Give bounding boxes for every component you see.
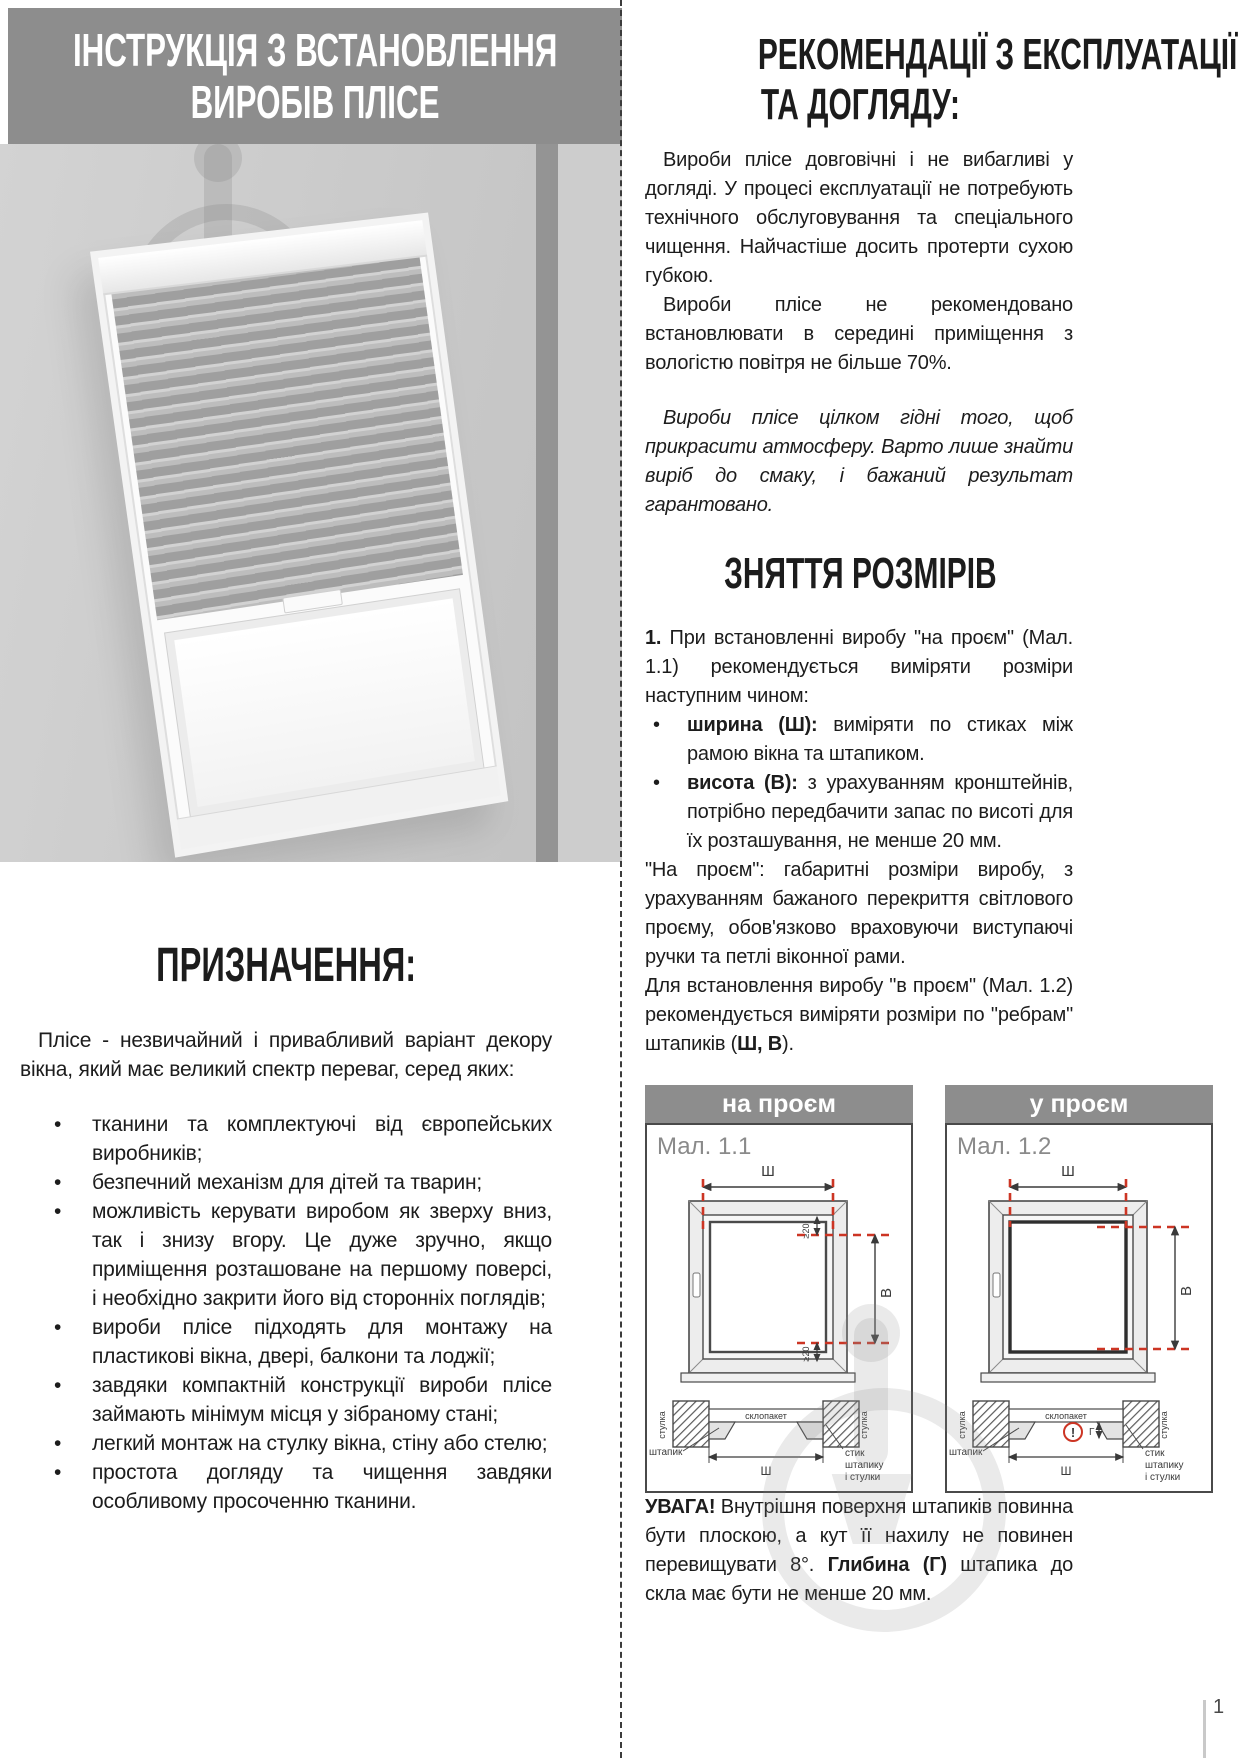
- page-number: 1: [1213, 1696, 1225, 1718]
- svg-text:стик: стик: [845, 1448, 865, 1459]
- svg-text:≥20: ≥20: [801, 1346, 811, 1362]
- list-item: • простота догляду та чищення завдяки особливому просоченню тканини.: [20, 1458, 552, 1516]
- svg-text:стулка: стулка: [657, 1411, 667, 1439]
- care-paragraph-2: Вироби плісе не рекомендовано встановлювати в середині приміщення з вологістю повітря не більше 70%.: [645, 294, 1073, 374]
- figure-caption: Мал. 1.2: [957, 1133, 1052, 1160]
- window-render: [90, 213, 508, 858]
- svg-text:і стулки: і стулки: [1145, 1472, 1181, 1483]
- sizing-heading: ЗНЯТТЯ РОЗМІРІВ: [723, 549, 997, 598]
- column-divider: [620, 0, 622, 1758]
- svg-text:штапик: штапик: [649, 1447, 683, 1458]
- page-number-rule: [1203, 1700, 1206, 1758]
- figure-header: на проєм: [645, 1085, 913, 1123]
- svg-text:!: !: [1070, 1425, 1076, 1440]
- v-proem-paragraph: Для встановлення виробу "в проєм" (Мал. 1.2) рекомендується виміряти розміри по "ребрам" штапиків (Ш, В).: [645, 975, 1073, 1055]
- svg-text:штапику: штапику: [845, 1460, 884, 1471]
- warning-label: УВАГА!: [645, 1496, 716, 1518]
- list-item: • висота (В): з урахуванням кронштейнів, потрібно передбачити запас по висоті для їх розташування, не менше 20 мм.: [645, 769, 1073, 856]
- figures-row: [645, 1085, 1207, 1493]
- bullet-icon: •: [54, 1432, 62, 1455]
- purpose-section: [20, 940, 552, 1516]
- bullet-icon: •: [54, 1171, 62, 1194]
- bullet-icon: •: [653, 772, 660, 794]
- svg-text:стик: стик: [1145, 1448, 1165, 1459]
- figure-na-proem: [645, 1085, 913, 1493]
- pleated-fabric: [111, 258, 462, 621]
- bullet-icon: •: [54, 1461, 62, 1484]
- list-item: • тканини та комплектуючі від європейських виробників;: [20, 1110, 552, 1168]
- list-item: • завдяки компактній конструкції вироби плісе займають мінімум місця у зібраному стані;: [20, 1371, 552, 1429]
- svg-text:склопакет: склопакет: [745, 1411, 787, 1421]
- svg-text:Г: Г: [1089, 1427, 1095, 1438]
- svg-text:В: В: [878, 1287, 895, 1299]
- svg-text:Ш: Ш: [1060, 1464, 1072, 1478]
- left-header-box: [8, 8, 622, 144]
- left-header-title: ІНСТРУКЦІЯ З ВСТАНОВЛЕННЯ: [72, 24, 558, 76]
- wall-recess-face: [558, 144, 622, 862]
- care-paragraph-1: Вироби плісе довговічні і не вибагливі у догляді. У процесі експлуатації не потребують технічного обслуговування та спеціального чищення. Найчастіше досить протерти сухою губкою.: [645, 149, 1073, 287]
- recommendations-section: [645, 30, 1238, 1609]
- svg-text:стулка: стулка: [859, 1411, 869, 1439]
- wall-recess-shadow: [536, 144, 558, 862]
- figure-caption: Мал. 1.1: [657, 1133, 752, 1160]
- svg-text:≥20: ≥20: [801, 1223, 811, 1239]
- svg-text:склопакет: склопакет: [1045, 1411, 1087, 1421]
- figure-u-proem: [945, 1085, 1213, 1493]
- svg-text:Ш: Ш: [760, 1464, 772, 1478]
- svg-text:штапик: штапик: [949, 1447, 983, 1458]
- window-measure-diagram: [647, 1161, 911, 1491]
- list-item: • можливість керувати виробом як зверху вниз, так і знизу вгору. Це дуже зручно, якщо приміщення розташоване на першому поверсі, і необхідно закрити його від сторонніх поглядів;: [20, 1197, 552, 1313]
- left-header-subtitle: ВИРОБІВ ПЛІСЕ: [190, 76, 440, 128]
- purpose-heading: ПРИЗНАЧЕННЯ:: [156, 939, 416, 992]
- svg-text:В: В: [1178, 1285, 1195, 1297]
- svg-text:Ш: Ш: [1061, 1163, 1075, 1180]
- list-item: • легкий монтаж на стулку вікна, стіну або стелю;: [20, 1429, 552, 1458]
- sizing-step-1: 1. При встановленні виробу "на проєм" (Мал. 1.1) рекомендується виміряти розміри наступним чином:: [645, 627, 1073, 707]
- care-paragraph-3: Вироби плісе цілком гідні того, щоб прикрасити атмосферу. Варто лише знайти виріб до смаку, і бажаний результат гарантовано.: [645, 407, 1073, 516]
- na-proem-paragraph: "На проєм": габаритні розміри виробу, з урахуванням бажаного перекриття світлового проєму, обов'язково враховуючи виступаючі ручки та петлі віконної рами.: [645, 859, 1073, 968]
- left-header-line1: [0, 24, 671, 76]
- list-item: • безпечний механізм для дітей та тварин;: [20, 1168, 552, 1197]
- left-header-line2: [132, 76, 498, 128]
- pleated-blind-photo: [0, 144, 622, 862]
- figure-header: у проєм: [945, 1085, 1213, 1123]
- svg-text:стулка: стулка: [957, 1411, 967, 1439]
- care-heading: РЕКОМЕНДАЦІЇ З ЕКСПЛУАТАЦІЇ ТА ДОГЛЯДУ:: [757, 30, 1238, 129]
- list-item: • вироби плісе підходять для монтажу на пластикові вікна, двері, балкони та лоджії;: [20, 1313, 552, 1371]
- svg-text:стулка: стулка: [1159, 1411, 1169, 1439]
- bullet-icon: •: [54, 1374, 62, 1397]
- purpose-bullet-list: [20, 1110, 552, 1516]
- bullet-icon: •: [54, 1200, 62, 1223]
- svg-text:і стулки: і стулки: [845, 1472, 881, 1483]
- svg-text:Ш: Ш: [761, 1163, 775, 1180]
- purpose-intro: Плісе - незвичайний і привабливий варіант декору вікна, який має великий спектр переваг, серед яких:: [20, 1029, 552, 1081]
- bullet-icon: •: [54, 1113, 62, 1136]
- window-measure-diagram: [947, 1161, 1211, 1491]
- list-item: • ширина (Ш): виміряти по стиках між рамою вікна та штапиком.: [645, 711, 1073, 769]
- svg-text:штапику: штапику: [1145, 1460, 1184, 1471]
- warning-paragraph: УВАГА! Внутрішня поверхня штапиків повинна бути плоскою, а кут її нахилу не повинен перевищувати 8°. Глибина (Г) штапика до скла має бути не менше 20 мм.: [645, 1496, 1074, 1605]
- bullet-icon: •: [54, 1316, 62, 1339]
- sizing-bullet-list: [645, 711, 1073, 856]
- bullet-icon: •: [653, 714, 660, 736]
